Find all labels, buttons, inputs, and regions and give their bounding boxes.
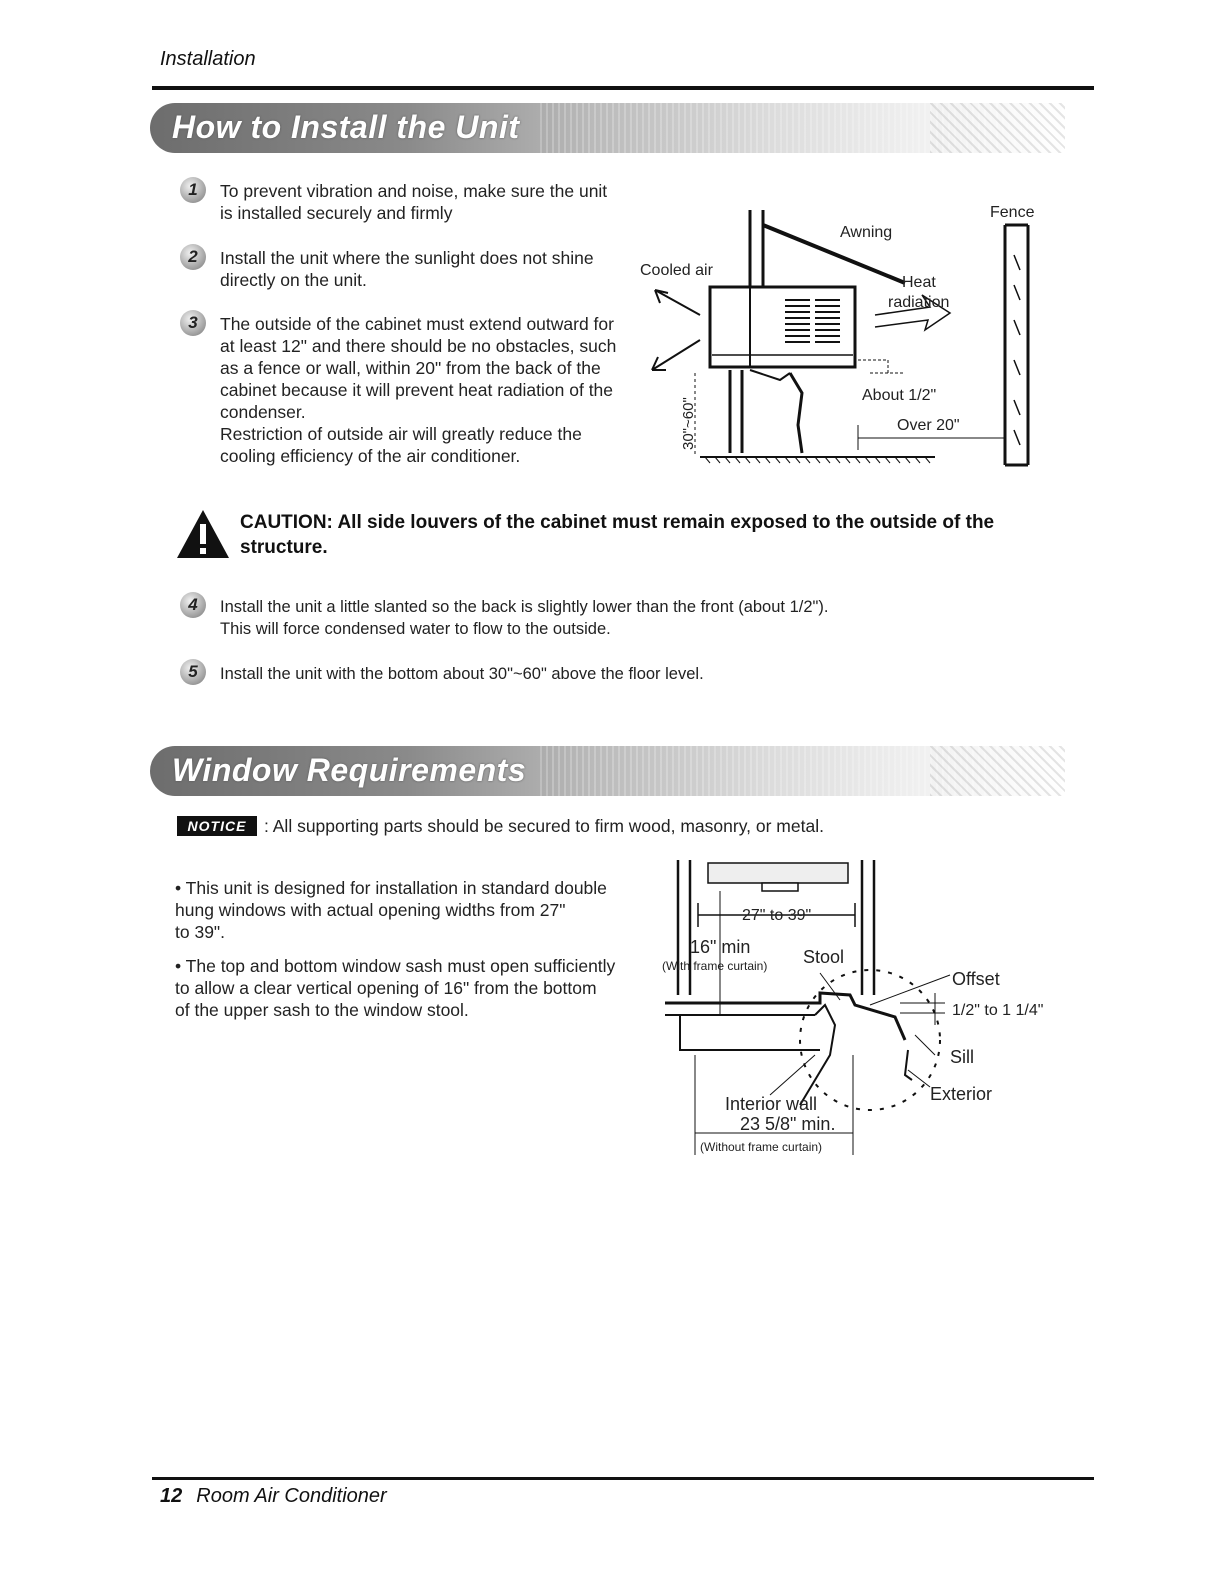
label-width-range: 27" to 39" bbox=[742, 907, 812, 924]
text-line: To prevent vibration and noise, make sure the unit bbox=[220, 181, 608, 201]
step-text-4 bbox=[220, 596, 828, 640]
label-16-min: 16" min bbox=[690, 937, 751, 957]
section-banner-window bbox=[150, 746, 1065, 796]
text-line: cooling efficiency of the air conditioner. bbox=[220, 446, 521, 466]
label-about-half-inch: About 1/2" bbox=[862, 387, 937, 404]
text-line: hung windows with actual opening widths from 27" bbox=[175, 900, 566, 920]
step-badge-2: 2 bbox=[180, 244, 206, 270]
text-line: condenser. bbox=[220, 402, 306, 422]
text-line: to 39". bbox=[175, 922, 225, 942]
step-badge-3: 3 bbox=[180, 310, 206, 336]
bullet-2 bbox=[175, 955, 615, 1021]
step-text-3 bbox=[220, 313, 616, 467]
label-23-min: 23 5/8" min. bbox=[740, 1114, 836, 1134]
label-radiation: radiation bbox=[888, 294, 950, 311]
label-heat: Heat bbox=[902, 274, 936, 291]
step-text-2 bbox=[220, 247, 594, 291]
top-divider bbox=[152, 86, 1094, 90]
caution-text: CAUTION: All side louvers of the cabinet must remain exposed to the outside of the structure. bbox=[240, 512, 995, 558]
bullet-1 bbox=[175, 877, 607, 943]
step-badge-5: 5 bbox=[180, 659, 206, 685]
label-offset: Offset bbox=[952, 969, 1000, 989]
text-line: Install the unit a little slanted so the back is slightly lower than the front (about 1/2"). bbox=[220, 598, 829, 616]
installation-diagram bbox=[630, 195, 1070, 475]
label-fence: Fence bbox=[990, 204, 1035, 221]
warning-icon bbox=[175, 508, 231, 560]
bottom-divider bbox=[152, 1477, 1094, 1480]
label-over-20: Over 20" bbox=[897, 417, 960, 434]
notice-tag: NOTICE bbox=[177, 816, 257, 836]
text-line: This will force condensed water to flow to the outside. bbox=[220, 620, 611, 638]
label-height-range: 30"~60" bbox=[680, 397, 697, 450]
label-awning: Awning bbox=[840, 224, 893, 241]
text-line: Install the unit with the bottom about 30"~60" above the floor level. bbox=[220, 665, 704, 683]
text-line: • The top and bottom window sash must open sufficiently bbox=[175, 956, 616, 976]
step-text-5 bbox=[220, 663, 704, 685]
label-sill: Sill bbox=[950, 1047, 975, 1067]
text-line: of the upper sash to the window stool. bbox=[175, 1000, 469, 1020]
text-line: The outside of the cabinet must extend outward for bbox=[220, 314, 614, 334]
text-line: is installed securely and firmly bbox=[220, 203, 453, 223]
text-line: as a fence or wall, within 20" from the back of the bbox=[220, 358, 601, 378]
section-label: Installation bbox=[160, 48, 256, 70]
page-footer bbox=[160, 1485, 387, 1508]
step-text-1 bbox=[220, 180, 607, 224]
section-title-install: How to Install the Unit bbox=[172, 109, 520, 145]
footer-title: Room Air Conditioner bbox=[196, 1485, 387, 1507]
step-badge-4: 4 bbox=[180, 592, 206, 618]
text-line: to allow a clear vertical opening of 16" from the bottom bbox=[175, 978, 597, 998]
text-line: cabinet because it will prevent heat radiation of the bbox=[220, 380, 614, 400]
label-offset-range: 1/2" to 1 1/4" bbox=[952, 1002, 1044, 1019]
text-line: • This unit is designed for installation in standard double bbox=[175, 878, 607, 898]
page-number: 12 bbox=[160, 1485, 183, 1507]
window-diagram bbox=[650, 855, 1060, 1160]
notice-text: : All supporting parts should be secured to firm wood, masonry, or metal. bbox=[264, 816, 824, 836]
text-line: at least 12" and there should be no obstacles, such bbox=[220, 336, 617, 356]
text-line: directly on the unit. bbox=[220, 270, 367, 290]
section-title-window: Window Requirements bbox=[172, 752, 527, 788]
label-cooled-air: Cooled air bbox=[640, 262, 713, 279]
label-stool: Stool bbox=[803, 947, 845, 967]
section-banner-install bbox=[150, 103, 1065, 153]
label-with-curtain: (With frame curtain) bbox=[662, 959, 768, 973]
text-line: Install the unit where the sunlight does not shine bbox=[220, 248, 594, 268]
label-exterior: Exterior bbox=[930, 1084, 993, 1104]
label-without-curtain: (Without frame curtain) bbox=[700, 1140, 823, 1154]
label-interior-wall: Interior wall bbox=[725, 1094, 818, 1114]
text-line: Restriction of outside air will greatly reduce the bbox=[220, 424, 582, 444]
step-badge-1: 1 bbox=[180, 177, 206, 203]
